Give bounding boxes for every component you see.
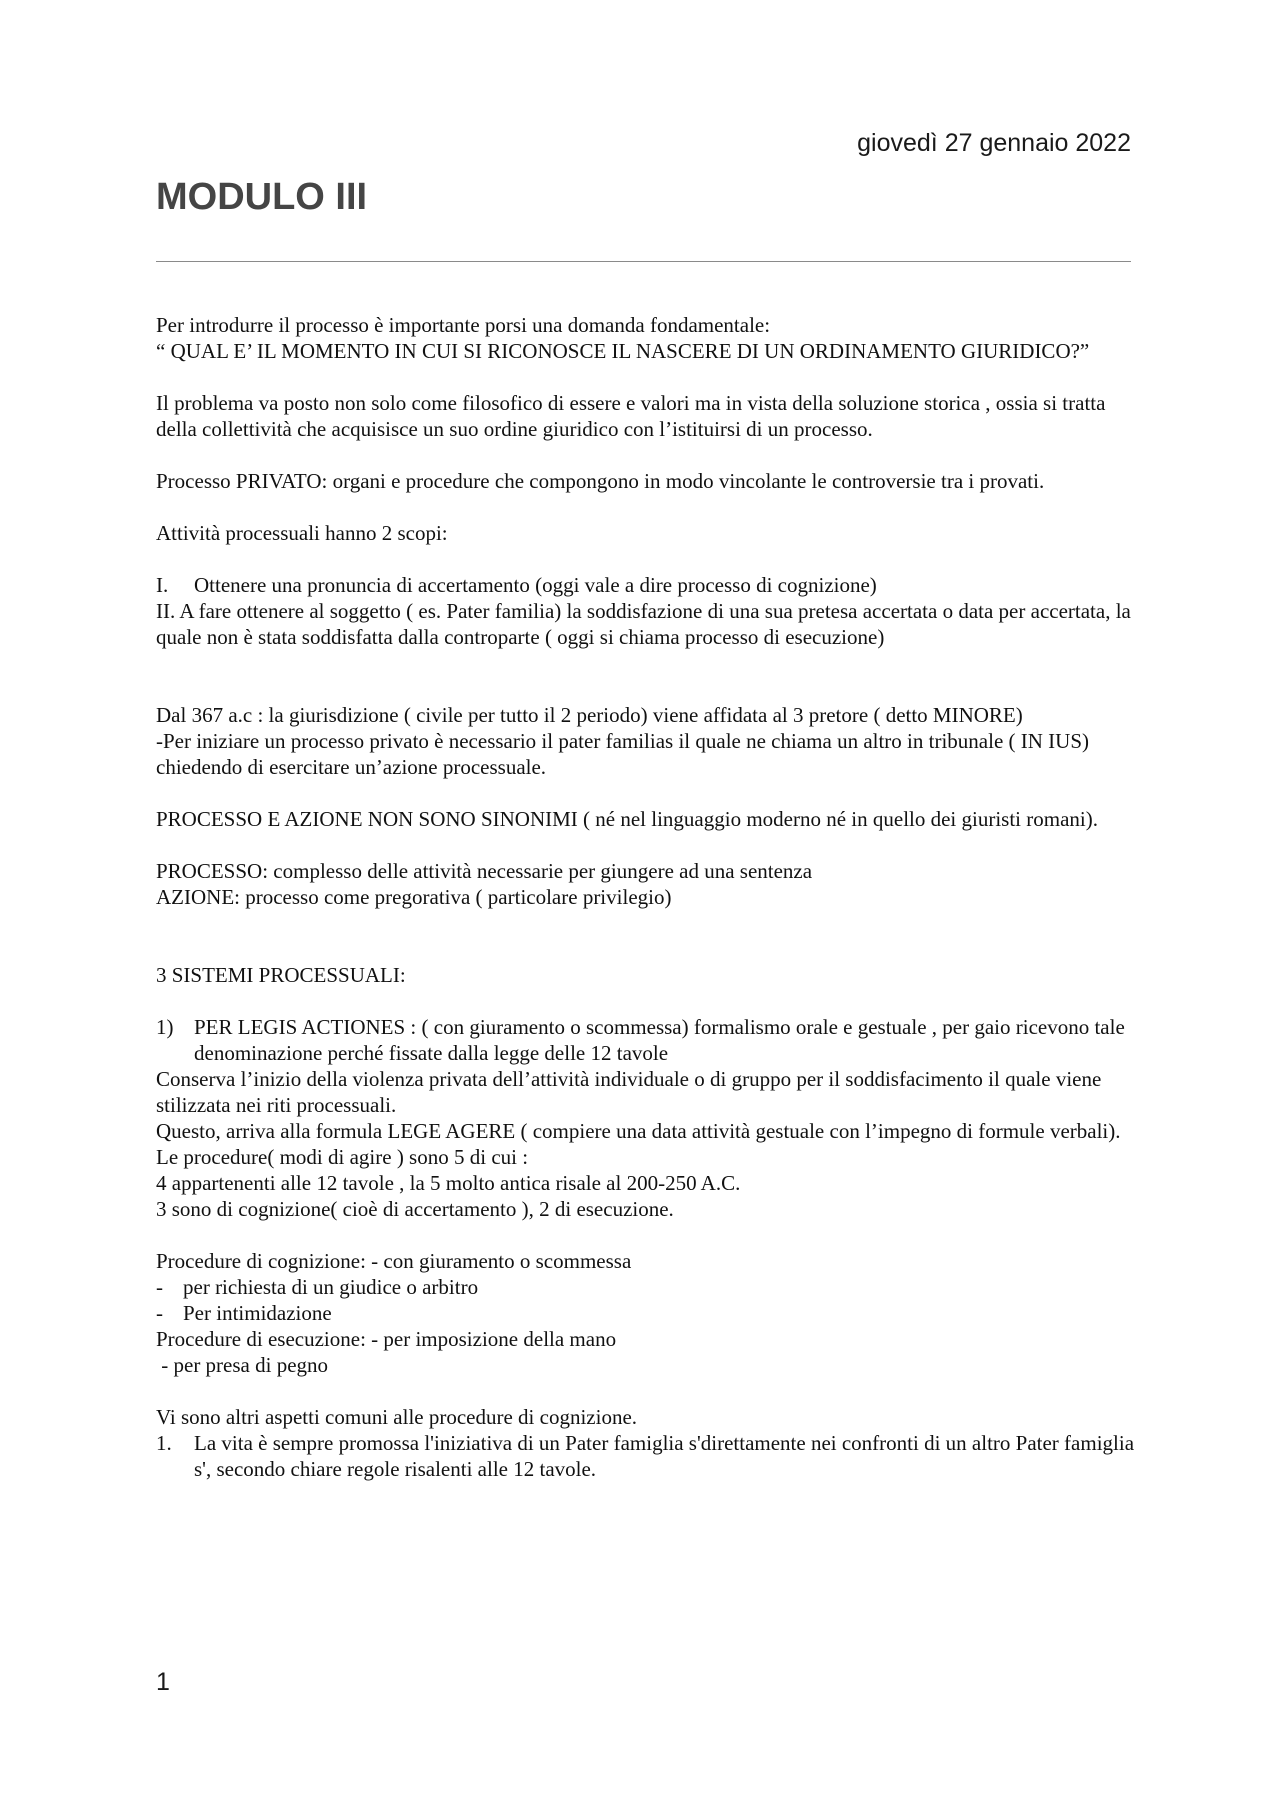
paragraph-cognizione-esecuzione: 3 sono di cognizione( cioè di accertamento ), 2 di esecuzione. (156, 1197, 674, 1221)
paragraph-lege-agere: Questo, arriva alla formula LEGE AGERE ( compiere una data attività gestuale con l’impegno di formule verbali). (156, 1119, 1121, 1143)
page-title: MODULO III (156, 176, 368, 218)
paragraph-giurisdizione: Dal 367 a.c : la giurisdizione ( civile per tutto il 2 periodo) viene affidata al 3 pretore ( detto MINORE) (156, 703, 1023, 727)
list-item-text: per richiesta di un giudice o arbitro (183, 1275, 479, 1299)
paragraph-sinonimi: PROCESSO E AZIONE NON SONO SINONIMI ( né nel linguaggio moderno né in quello dei giuristi romani). (156, 807, 1098, 831)
list-marker: - (156, 1275, 163, 1299)
paragraph-definizione-processo: PROCESSO: complesso delle attività necessarie per giungere ad una sentenza (156, 859, 813, 883)
document-date: giovedì 27 gennaio 2022 (857, 129, 1131, 157)
list-marker: 1) (156, 1015, 174, 1039)
paragraph-attivita: Attività processuali hanno 2 scopi: (156, 521, 448, 545)
list-item (156, 572, 1136, 598)
paragraph-procedure: Le procedure( modi di agire ) sono 5 di cui : (156, 1145, 529, 1169)
paragraph-procedure-cognizione: Procedure di cognizione: - con giuramento o scommessa (156, 1249, 632, 1273)
paragraph-question: “ QUAL E’ IL MOMENTO IN CUI SI RICONOSCE IL NASCERE DI UN ORDINAMENTO GIURIDICO?” (156, 339, 1090, 363)
paragraph-violenza-privata: Conserva l’inizio della violenza privata dell’attività individuale o di gruppo per il soddisfacimento il quale viene stilizzata nei riti processuali. (156, 1067, 1102, 1117)
paragraph-intro: Per introdurre il processo è importante porsi una domanda fondamentale: (156, 313, 771, 337)
list-marker: 1. (156, 1431, 172, 1455)
list-item (156, 1300, 1136, 1326)
list-item (156, 1430, 1136, 1482)
title-divider (156, 261, 1131, 262)
paragraph-problem: Il problema va posto non solo come filosofico di essere e valori ma in vista della soluzione storica , ossia si tratta della collettività che acquisisce un suo ordine giuridico con l’istituirsi di un processo. (156, 391, 1106, 441)
list-item-text: Ottenere una pronuncia di accertamento (oggi vale a dire processo di cognizione) (194, 573, 877, 597)
paragraph-processo-privato-inizio: -Per iniziare un processo privato è necessario il pater familias il quale ne chiama un altro in tribunale ( IN IUS) chiedendo di esercitare un’azione processuale. (156, 729, 1090, 779)
paragraph-dodici-tavole: 4 appartenenti alle 12 tavole , la 5 molto antica risale al 200-250 A.C. (156, 1171, 741, 1195)
document-body (156, 312, 1136, 1482)
list-item (156, 1014, 1136, 1066)
paragraph-definizione-azione: AZIONE: processo come pregorativa ( particolare privilegio) (156, 885, 672, 909)
list-item-text: PER LEGIS ACTIONES : ( con giuramento o scommessa) formalismo orale e gestuale , per gaio ricevono tale denominazione perché fissate dalla legge delle 12 tavole (194, 1015, 1125, 1065)
paragraph-procedure-esecuzione: Procedure di esecuzione: - per imposizione della mano (156, 1327, 617, 1351)
list-item-text: Per intimidazione (183, 1301, 332, 1325)
list-marker: - (156, 1301, 163, 1325)
list-item (156, 1274, 1136, 1300)
paragraph-scopo-ii: II. A fare ottenere al soggetto ( es. Pater familia) la soddisfazione di una sua pretesa accertata o data per accertata, la quale non è stata soddisfatta dalla controparte ( oggi si chiama processo di esecuzione) (156, 599, 1131, 649)
section-heading-sistemi: 3 SISTEMI PROCESSUALI: (156, 963, 406, 987)
paragraph-processo-privato: Processo PRIVATO: organi e procedure che compongono in modo vincolante le controversie tra i provati. (156, 469, 1045, 493)
page-number: 1 (156, 1668, 170, 1696)
list-marker: I. (156, 573, 169, 597)
paragraph-aspetti-comuni: Vi sono altri aspetti comuni alle procedure di cognizione. (156, 1405, 638, 1429)
list-item-text: La vita è sempre promossa l'iniziativa di un Pater famiglia s'direttamente nei confronti di un altro Pater famiglia s', secondo chiare regole risalenti alle 12 tavole. (194, 1431, 1135, 1481)
paragraph-presa-pegno: - per presa di pegno (156, 1353, 329, 1377)
